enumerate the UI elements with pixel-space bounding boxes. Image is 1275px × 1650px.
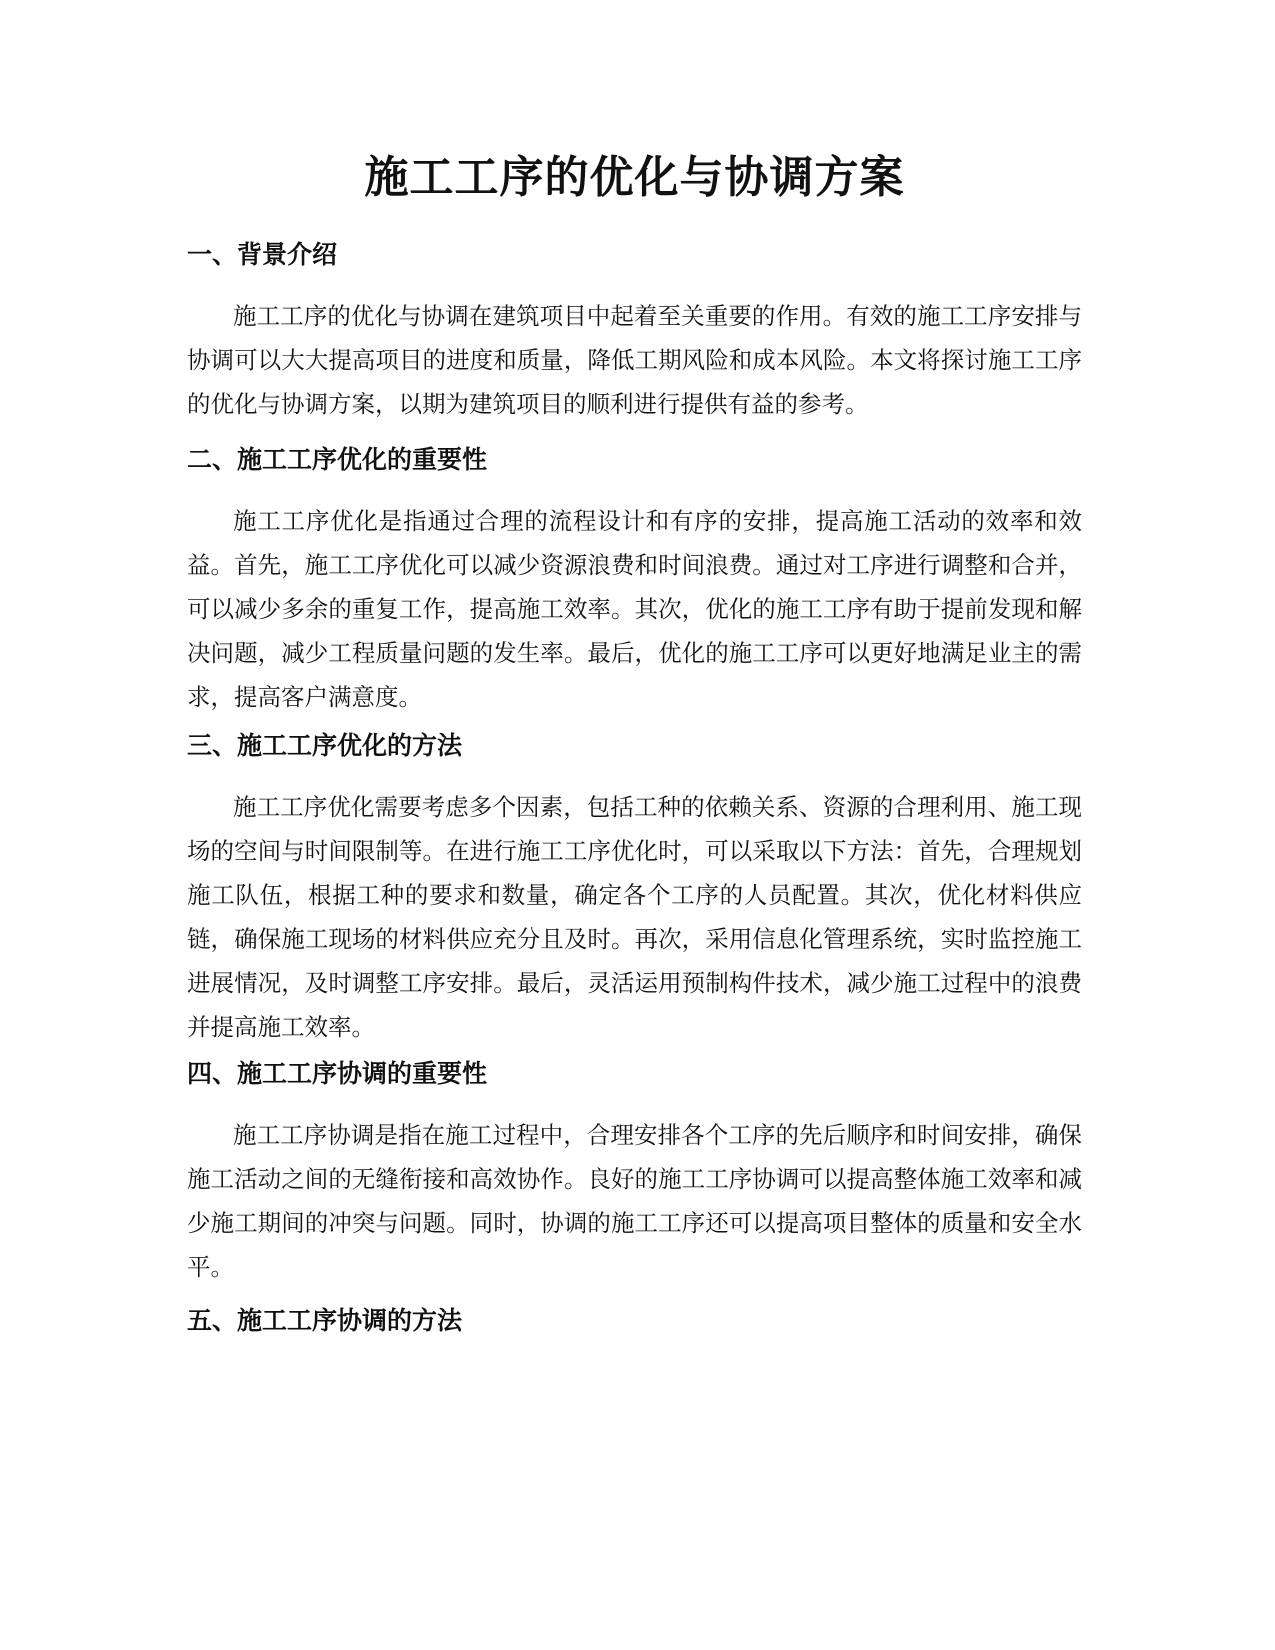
- document-title: 施工工序的优化与协调方案: [364, 152, 905, 203]
- section-heading-optimization-methods: 三、施工工序优化的方法: [187, 731, 463, 760]
- section-body-coordination-importance: 施工工序协调是指在施工过程中，合理安排各个工序的先后顺序和时间安排，确保施工活动之间的无缝衔接和高效协作。良好的施工工序协调可以提高整体施工效率和减少施工期间的冲突与问题。同时，协调的施工工序还可以提高项目整体的质量和安全水平。: [187, 1121, 1082, 1281]
- section-heading-optimization-importance: 二、施工工序优化的重要性: [187, 445, 488, 474]
- section-body-optimization-importance: 施工工序优化是指通过合理的流程设计和有序的安排，提高施工活动的效率和效益。首先，施工工序优化可以减少资源浪费和时间浪费。通过对工序进行调整和合并，可以减少多余的重复工作，提高施工效率。其次，优化的施工工序有助于提前发现和解决问题，减少工程质量问题的发生率。最后，优化的施工工序可以更好地满足业主的需求，提高客户满意度。: [187, 507, 1082, 711]
- section-heading-coordination-methods: 五、施工工序协调的方法: [187, 1306, 463, 1335]
- section-body-optimization-methods: 施工工序优化需要考虑多个因素，包括工种的依赖关系、资源的合理利用、施工现场的空间与时间限制等。在进行施工工序优化时，可以采取以下方法：首先，合理规划施工队伍，根据工种的要求和数量，确定各个工序的人员配置。其次，优化材料供应链，确保施工现场的材料供应充分且及时。再次，采用信息化管理系统，实时监控施工进展情况，及时调整工序安排。最后，灵活运用预制构件技术，减少施工过程中的浪费并提高施工效率。: [187, 793, 1082, 1041]
- section-heading-coordination-importance: 四、施工工序协调的重要性: [187, 1059, 488, 1088]
- section-heading-background: 一、背景介绍: [187, 240, 338, 269]
- document-page: [187, 0, 1082, 1650]
- section-body-background: 施工工序的优化与协调在建筑项目中起着至关重要的作用。有效的施工工序安排与协调可以大大提高项目的进度和质量，降低工期风险和成本风险。本文将探讨施工工序的优化与协调方案，以期为建筑项目的顺利进行提供有益的参考。: [187, 302, 1082, 418]
